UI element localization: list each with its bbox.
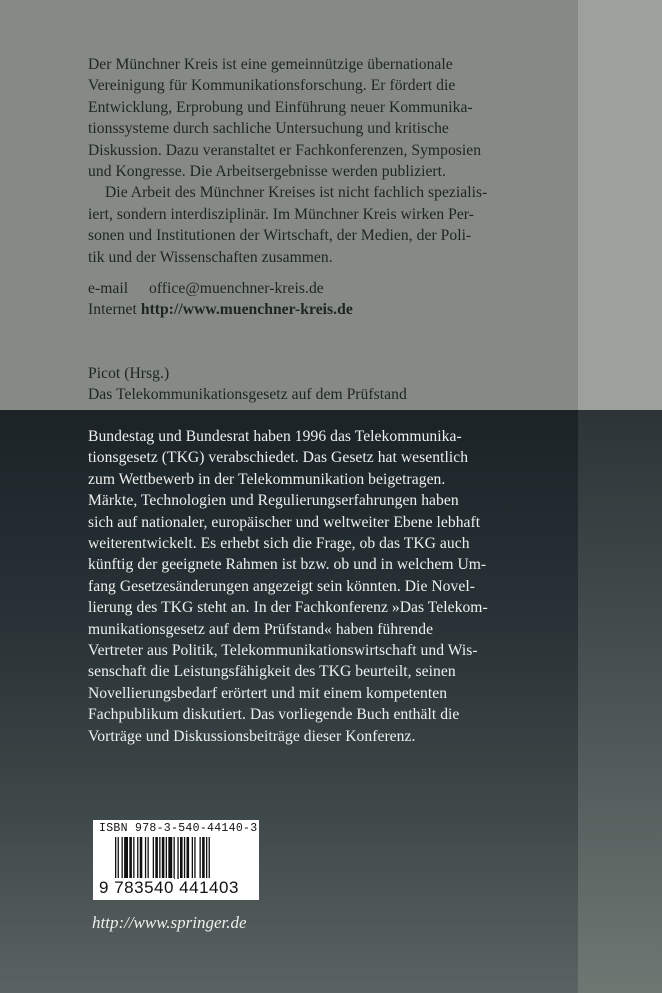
blurb-line: Fachpublikum diskutiert. Das vorliegende Buch enthält die	[88, 706, 460, 724]
about-line: Die Arbeit des Münchner Kreises ist nicht fachlich spezialis-	[105, 184, 488, 202]
isbn-text: ISBN 978-3-540-44140-3	[99, 822, 258, 835]
barcode-bar	[162, 837, 165, 879]
barcode-bar	[180, 837, 183, 879]
internet-label: Internet	[88, 301, 137, 319]
barcode-bar	[133, 837, 134, 879]
about-line: Entwicklung, Erprobung und Einführung neuer Kommunika-	[88, 98, 473, 116]
barcode-bar	[122, 837, 123, 879]
about-line: iert, sondern interdisziplinär. Im Münchner Kreis wirken Per-	[88, 205, 474, 223]
contact-info	[88, 278, 353, 321]
barcode-bar	[184, 837, 185, 879]
internet-link[interactable]: http://www.muenchner-kreis.de	[140, 301, 353, 319]
barcode-bar	[145, 837, 146, 879]
email-label: e-mail	[88, 280, 129, 297]
blurb-line: sich auf nationaler, europäischer und weltweiter Ebene lebhaft	[88, 513, 481, 531]
blurb-line: Vertreter aus Politik, Telekommunikationswirtschaft und Wis-	[88, 642, 478, 660]
about-line: und Kongresse. Die Arbeitsergebnisse werden publiziert.	[88, 163, 446, 181]
blurb-paragraph	[88, 426, 488, 747]
blurb-line: lierung des TKG steht an. In der Fachkonferenz »Das Telekom-	[88, 599, 488, 617]
spine-strip-bottom	[578, 410, 662, 993]
about-line: tik und der Wissenschaften zusammen.	[88, 248, 333, 266]
book-info	[88, 363, 407, 406]
about-line: Diskussion. Dazu veranstaltet er Fachkonferenzen, Symposien	[88, 141, 482, 159]
blurb-line: Vorträge und Diskussionsbeiträge dieser Konferenz.	[88, 727, 416, 745]
barcode-bar	[159, 837, 160, 879]
blurb-line: fang Gesetzesänderungen angezeigt sein könnten. Die Novel-	[88, 577, 475, 595]
barcode-bar	[140, 837, 143, 879]
barcode-bar	[148, 837, 149, 879]
blurb-line: zum Wettbewerb in der Telekommunikation beigetragen.	[88, 470, 446, 488]
blurb-line: Bundestag und Bundesrat haben 1996 das Telekommunika-	[88, 428, 462, 445]
email-link[interactable]: office@muenchner-kreis.de	[149, 280, 324, 297]
about-line: tionssysteme durch sachliche Untersuchung und kritische	[88, 120, 449, 138]
blurb-line: tionsgesetz (TKG) verabschiedet. Das Gesetz hat wesentlich	[88, 449, 469, 467]
spine-strip-top	[578, 0, 662, 410]
about-paragraph	[88, 54, 487, 268]
barcode-bar	[206, 837, 207, 879]
barcode-digit-first: 9	[99, 878, 109, 897]
book-editor: Picot (Hrsg.)	[88, 365, 170, 382]
book-title: Das Telekommunikationsgesetz auf dem Prüfstand	[88, 386, 407, 404]
blurb-line: Märkte, Technologien und Regulierungserfahrungen haben	[88, 492, 459, 510]
barcode-bar	[153, 837, 154, 879]
barcode-bar	[124, 837, 128, 879]
barcode-bar	[200, 837, 201, 879]
publisher-url[interactable]: http://www.springer.de	[92, 913, 247, 932]
barcode-bar	[194, 837, 195, 879]
about-line: sonen und Institutionen der Wirtschaft, der Medien, der Poli-	[88, 227, 472, 245]
barcode-bar	[174, 837, 175, 879]
barcode-bar	[177, 837, 178, 879]
barcode-bar	[137, 837, 138, 879]
about-line: Der Münchner Kreis ist eine gemeinnützige übernationale	[88, 56, 453, 73]
blurb-line: künftig der geeignete Rahmen ist bzw. ob und in welchem Um-	[88, 556, 487, 574]
barcode-bar	[192, 837, 193, 879]
barcode-digits-group1: 783540	[114, 878, 174, 897]
barcode-bar	[168, 837, 172, 879]
barcode-digits-group2: 441403	[179, 878, 239, 897]
barcode-bar	[187, 837, 190, 879]
barcode-bar	[202, 837, 205, 879]
barcode-bar	[129, 837, 132, 879]
blurb-line: weiterentwickelt. Es erhebt sich die Frage, ob das TKG auch	[88, 535, 470, 553]
about-line: Vereinigung für Kommunikationsforschung. Er fördert die	[88, 77, 456, 95]
blurb-line: munikationsgesetz auf dem Prüfstand« haben führende	[88, 620, 434, 638]
blurb-line: Novellierungsbedarf erörtert und mit einem kompetenten	[88, 684, 448, 702]
barcode-bar	[155, 837, 158, 879]
blurb-line: senschaft die Leistungsfähigkeit des TKG beurteilt, seinen	[88, 663, 456, 681]
barcode-digits	[99, 879, 239, 897]
isbn-barcode	[93, 820, 259, 900]
